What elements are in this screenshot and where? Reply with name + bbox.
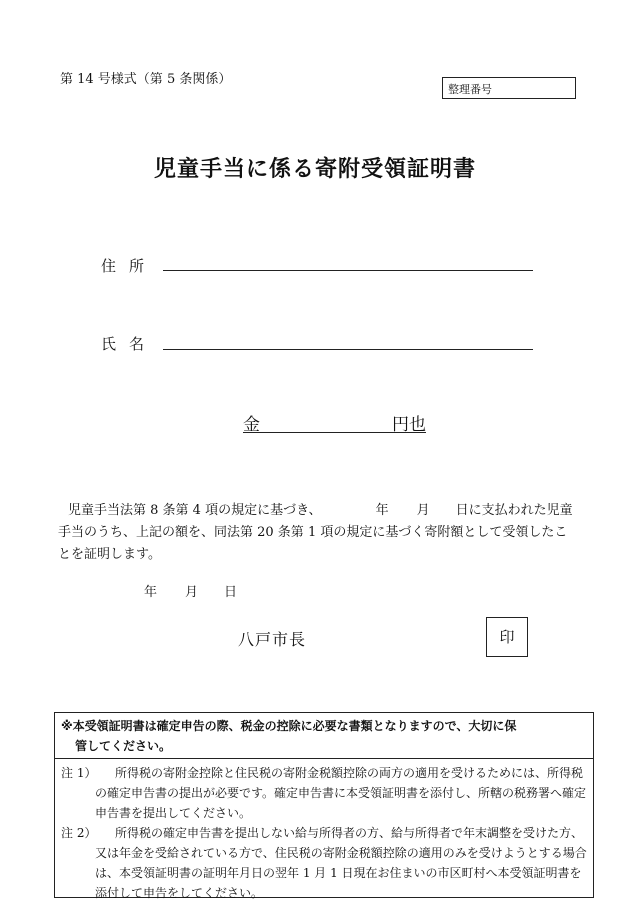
issue-date bbox=[144, 581, 237, 600]
name-label: 氏名 bbox=[101, 335, 158, 353]
form-number: 第 14 号様式（第 5 条関係） bbox=[60, 72, 232, 87]
note-2 bbox=[61, 823, 589, 903]
date-month: 月 bbox=[185, 585, 199, 600]
amount-prefix: 金 bbox=[243, 415, 260, 435]
note-1-text: 所得税の寄附金控除と住民税の寄附金税額控除の両方の適用を受けるためには、所得税の確定申告書の提出が必要です。確定申告書に本受領証明書を添付し、所轄の税務署へ確定申告書を提出してください。 bbox=[95, 766, 587, 820]
name-field[interactable] bbox=[163, 349, 533, 350]
important-notice bbox=[55, 713, 593, 759]
note-2-label: 注 2） bbox=[61, 826, 97, 840]
body-part1: 児童手当法第 8 条第 4 項の規定に基づき、 bbox=[68, 503, 322, 518]
date-day: 日 bbox=[224, 585, 238, 600]
note-1-label: 注 1） bbox=[61, 766, 97, 780]
address-field[interactable] bbox=[163, 270, 533, 271]
amount-field[interactable] bbox=[243, 410, 426, 433]
amount-suffix: 円也 bbox=[392, 415, 426, 435]
important-line1: ※本受領証明書は確定申告の際、税金の控除に必要な書類となりますので、大切に保 bbox=[61, 719, 517, 733]
issuer-name: 八戸市長 bbox=[238, 630, 307, 649]
address-label: 住所 bbox=[101, 257, 158, 275]
certification-text bbox=[58, 500, 578, 566]
reference-number-label: 整理番号 bbox=[448, 83, 492, 96]
date-year: 年 bbox=[144, 585, 158, 600]
note-1 bbox=[61, 763, 589, 823]
seal-label: 印 bbox=[499, 628, 515, 646]
notes-box bbox=[54, 712, 594, 898]
body-year: 年 bbox=[375, 503, 389, 518]
note-2-text: 所得税の確定申告書を提出しない給与所得者の方、給与所得者で年末調整を受けた方、又は年金を受給されている方で、住民税の寄附金税額控除の適用のみを受けようとする場合は、本受領証明書の証明年月日の翌年 1 月 1 日現在お住まいの市区町村へ本受領証明書を添付して申告をしてください。 bbox=[95, 826, 587, 900]
body-day: 日 bbox=[455, 503, 469, 518]
body-part2: に支払われた児童手当のうち、上記の額を、同法第 20 条第 1 項の規定に基づく寄附額として受領したことを証明します。 bbox=[58, 503, 573, 562]
seal-box bbox=[486, 617, 528, 657]
important-line2: 管してください。 bbox=[75, 739, 172, 753]
document-title: 児童手当に係る寄附受領証明書 bbox=[153, 156, 476, 182]
body-month: 月 bbox=[416, 503, 430, 518]
reference-number-box[interactable] bbox=[442, 77, 576, 99]
